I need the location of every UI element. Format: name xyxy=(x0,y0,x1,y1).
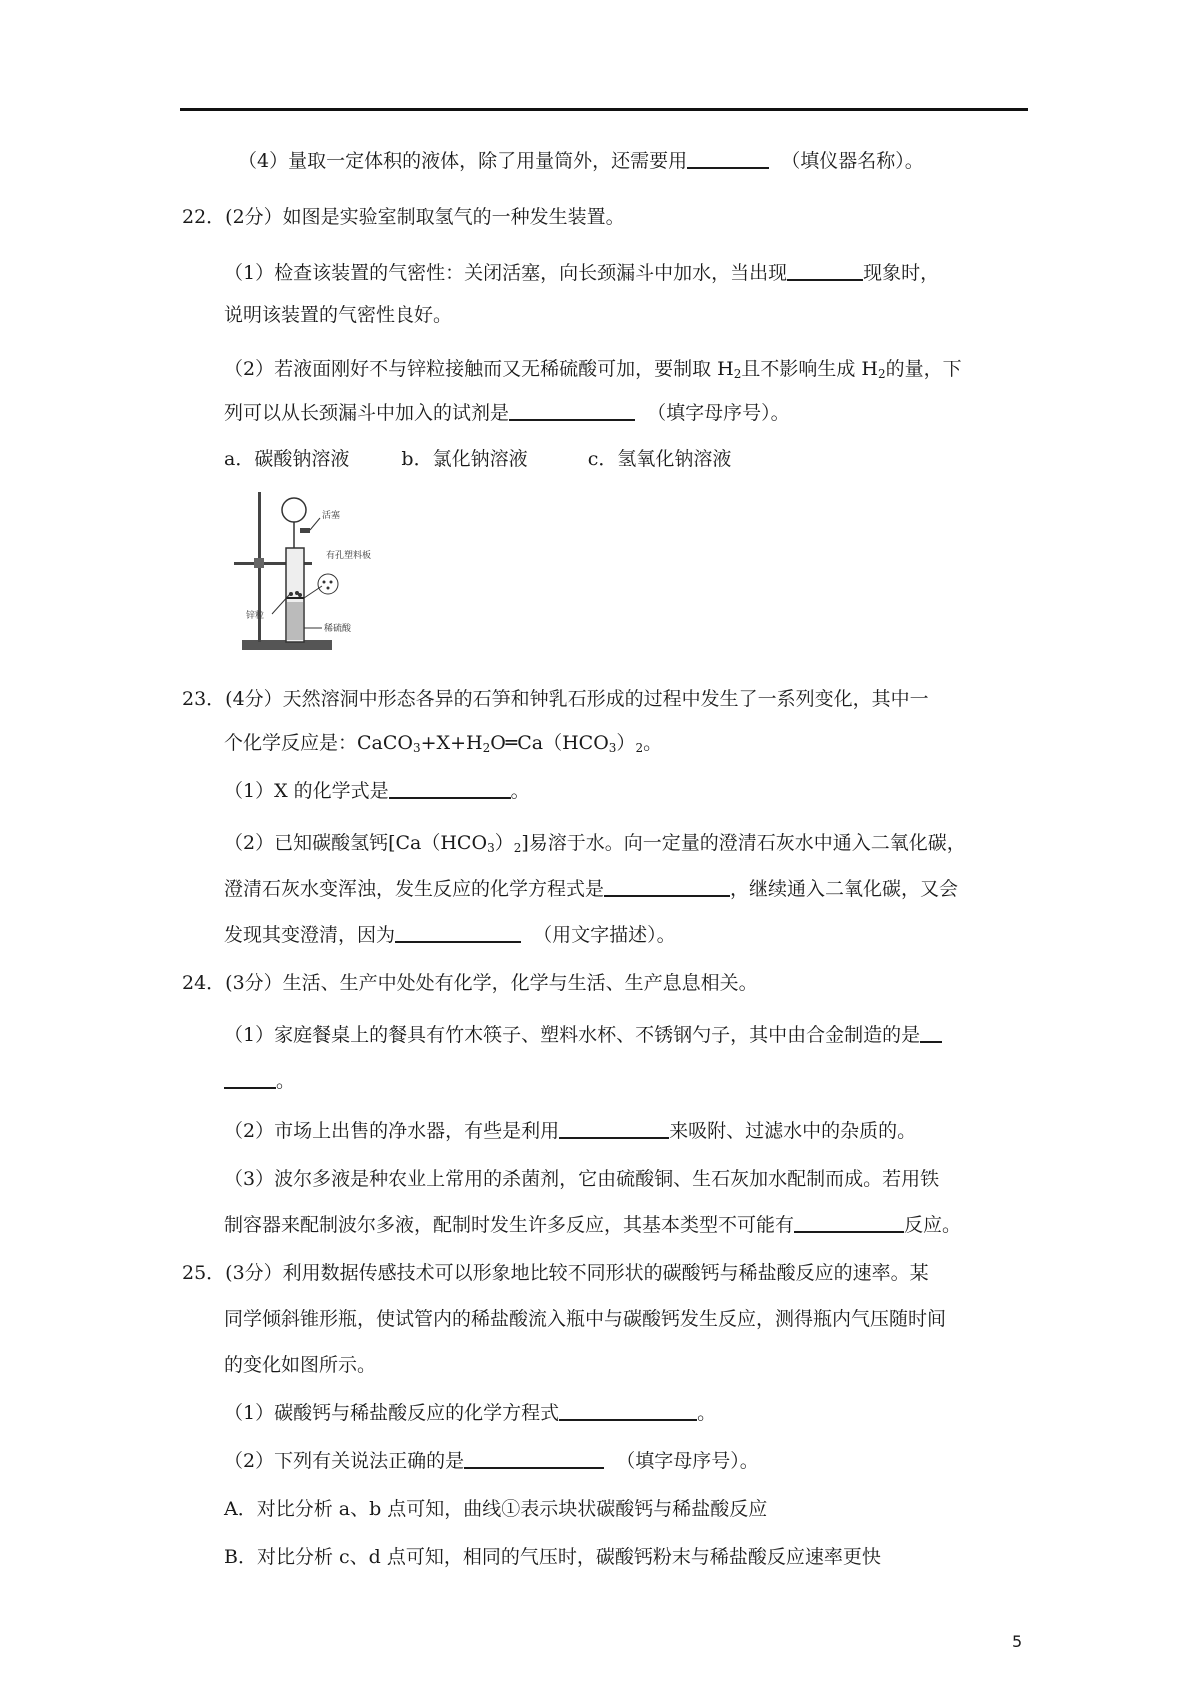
q23-part2 xyxy=(224,830,966,856)
q24-part1-text: （1）家庭餐桌上的餐具有竹木筷子、塑料水杯、不锈钢勺子，其中由合金制造的是 xyxy=(224,1024,921,1046)
q24-part2 xyxy=(224,1118,916,1144)
q23-part1-tail: 。 xyxy=(510,780,530,802)
answer-blank[interactable] xyxy=(464,1449,604,1469)
board-label: 有孔塑料板 xyxy=(326,551,372,561)
answer-blank[interactable] xyxy=(787,261,863,281)
answer-blank[interactable] xyxy=(559,1401,697,1421)
q22-part1 xyxy=(224,260,939,286)
board-pointer xyxy=(304,586,322,598)
hole-dot xyxy=(330,581,333,584)
q22-part2-text-c: 的量，下 xyxy=(885,358,962,380)
subscript: 3 xyxy=(487,841,495,855)
funnel-bulb xyxy=(282,498,306,522)
hole-dot xyxy=(327,587,330,590)
q22-part2-text-a: （2）若液面刚好不与锌粒接触而又无稀硫酸可加，要制取 H xyxy=(224,358,734,380)
q23-part1-text: （1）X 的化学式是 xyxy=(224,780,389,802)
subscript: 3 xyxy=(608,741,617,755)
eq-part: 个化学反应是：CaCO xyxy=(224,732,413,754)
hydrogen-generator-figure xyxy=(228,490,378,660)
answer-blank[interactable] xyxy=(687,149,769,169)
valve xyxy=(300,528,310,533)
q25-option-A: A．对比分析 a、b 点可知，曲线①表示块状碳酸钙与稀盐酸反应 xyxy=(224,1498,768,1520)
q23-equation xyxy=(224,730,662,756)
q25-part2 xyxy=(224,1448,759,1474)
q24-part2-tail: 来吸附、过滤水中的杂质的。 xyxy=(669,1120,917,1142)
q23-part2-line3-text: 发现其变澄清，因为 xyxy=(224,924,396,946)
q24-part1-end: 。 xyxy=(276,1070,296,1092)
acid-liquid xyxy=(287,602,303,640)
q24-heading: 24．(3分）生活、生产中处处有化学，化学与生活、生产息息相关。 xyxy=(182,972,758,994)
q23-heading: 23．(4分）天然溶洞中形态各异的石笋和钟乳石形成的过程中发生了一系列变化，其中一 xyxy=(182,688,929,710)
q23-part1 xyxy=(224,778,530,804)
q25-heading: 25．(3分）利用数据传感技术可以形象地比较不同形状的碳酸钙与稀盐酸反应的速率。某 xyxy=(182,1262,929,1284)
q22-part2-line2-tail: （填字母序号）。 xyxy=(647,402,790,424)
q24-part3-line2-text: 制容器来配制波尔多液，配制时发生许多反应，其基本类型不可能有 xyxy=(224,1214,795,1236)
q23-part2-line2-text: 澄清石灰水变浑浊，发生反应的化学方程式是 xyxy=(224,878,605,900)
q25-part2-text: （2）下列有关说法正确的是 xyxy=(224,1450,465,1472)
q25-part1-tail: 。 xyxy=(697,1402,717,1424)
q25-option-B: B．对比分析 c、d 点可知，相同的气压时，碳酸钙粉末与稀盐酸反应速率更快 xyxy=(224,1546,881,1568)
q24-part3-line2 xyxy=(224,1212,961,1238)
answer-blank[interactable] xyxy=(395,923,521,943)
subscript: 2 xyxy=(877,367,886,381)
q22-part1-line2: 说明该装置的气密性良好。 xyxy=(224,304,453,326)
answer-blank[interactable] xyxy=(559,1119,669,1139)
q24-part3: （3）波尔多液是种农业上常用的杀菌剂，它由硫酸铜、生石灰加水配制而成。若用铁 xyxy=(224,1168,940,1190)
option-a: a．碳酸钠溶液 xyxy=(224,448,350,470)
option-c: c．氢氧化钠溶液 xyxy=(587,448,732,470)
q23-part2-line3-tail: （用文字描述）。 xyxy=(533,924,676,946)
subscript: 3 xyxy=(412,741,421,755)
q21-part4-text: （4）量取一定体积的液体，除了用量筒外，还需要用 xyxy=(238,150,688,172)
option-b: b．氯化钠溶液 xyxy=(401,448,528,470)
header-rule xyxy=(180,108,1028,111)
subscript: 2 xyxy=(513,841,522,855)
answer-blank[interactable] xyxy=(920,1023,942,1043)
q25-part1 xyxy=(224,1400,716,1426)
q22-options xyxy=(224,446,731,472)
answer-blank[interactable] xyxy=(604,877,730,897)
q24-part1 xyxy=(224,1022,942,1048)
q23-part2-line2 xyxy=(224,876,958,902)
eq-part: +X+H xyxy=(420,732,483,754)
q22-part2-line2-text: 列可以从长颈漏斗中加入的试剂是 xyxy=(224,402,510,424)
answer-blank[interactable] xyxy=(509,401,635,421)
q23-part2-line2-tail: ，继续通入二氧化碳，又会 xyxy=(730,878,959,900)
q23-part2-text-c: ]易溶于水。向一定量的澄清石灰水中通入二氧化碳， xyxy=(521,832,966,854)
answer-blank[interactable] xyxy=(389,779,511,799)
q24-part2-text: （2）市场上出售的净水器，有些是利用 xyxy=(224,1120,560,1142)
q25-part1-text: （1）碳酸钙与稀盐酸反应的化学方程式 xyxy=(224,1402,560,1424)
q23-part2-text-b: ） xyxy=(494,832,514,854)
zinc-label: 锌粒 xyxy=(246,611,265,621)
q21-part4 xyxy=(238,148,924,174)
answer-blank-continued[interactable] xyxy=(224,1069,276,1089)
q25-part2-tail: （填字母序号）。 xyxy=(616,1450,759,1472)
answer-blank[interactable] xyxy=(794,1213,904,1233)
q25-line2: 同学倾斜锥形瓶，使试管内的稀盐酸流入瓶中与碳酸钙发生反应，测得瓶内气压随时间 xyxy=(224,1308,947,1330)
q23-part2-text-a: （2）已知碳酸氢钙[Ca（HCO xyxy=(224,832,488,854)
q22-part2 xyxy=(224,356,962,382)
q21-part4-tail: （填仪器名称）。 xyxy=(781,150,924,172)
page-number: 5 xyxy=(1012,1632,1023,1651)
board-detail-circle xyxy=(318,574,338,594)
hole-dot xyxy=(323,581,326,584)
q22-part2-text-b: 且不影响生成 H xyxy=(741,358,878,380)
valve-label: 活塞 xyxy=(322,511,341,521)
q22-part1-tail: 现象时， xyxy=(863,262,940,284)
q24-part1-line2 xyxy=(224,1068,295,1094)
q25-line3: 的变化如图所示。 xyxy=(224,1354,377,1376)
q24-part3-line2-tail: 反应。 xyxy=(904,1214,962,1236)
eq-part: O═Ca（HCO xyxy=(490,732,609,754)
q23-part2-line3 xyxy=(224,922,676,948)
q22-part1-text: （1）检查该装置的气密性：关闭活塞，向长颈漏斗中加水，当出现 xyxy=(224,262,788,284)
subscript: 2 xyxy=(635,741,644,755)
clamp-boss xyxy=(254,558,264,568)
valve-pointer xyxy=(310,518,320,530)
eq-part: ） xyxy=(616,732,636,754)
zinc-granule xyxy=(298,593,302,597)
subscript: 2 xyxy=(733,367,742,381)
q22-part2-line2 xyxy=(224,400,790,426)
q22-heading: 22．(2分）如图是实验室制取氢气的一种发生装置。 xyxy=(182,206,625,228)
acid-label: 稀硫酸 xyxy=(324,624,352,634)
eq-part: 。 xyxy=(643,732,663,754)
subscript: 2 xyxy=(482,741,491,755)
